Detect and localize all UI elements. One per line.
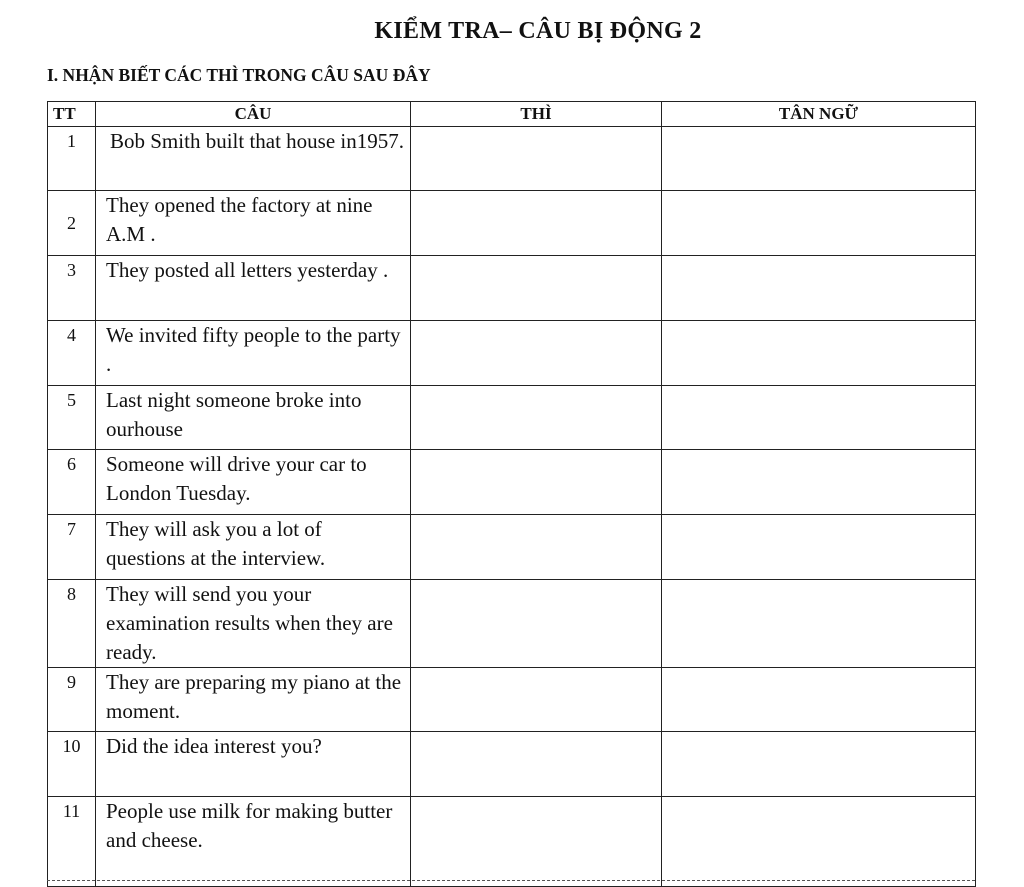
object-answer-cell[interactable] [662,450,976,515]
table-row [48,515,976,580]
object-answer-cell[interactable] [662,732,976,797]
table-row [48,450,976,515]
table-row [48,191,976,256]
table-row [48,256,976,321]
section-heading: I. NHẬN BIẾT CÁC THÌ TRONG CÂU SAU ĐÂY [47,65,431,85]
tense-answer-cell[interactable] [411,127,662,191]
tense-answer-cell[interactable] [411,668,662,732]
tense-answer-cell[interactable] [411,191,662,256]
sentence-cell: We invited fifty people to the party . [96,321,411,386]
row-number: 6 [48,450,96,515]
page-title: KIỂM TRA– CÂU BỊ ĐỘNG 2 [374,18,702,44]
table-row [48,127,976,191]
object-answer-cell[interactable] [662,191,976,256]
table-row [48,321,976,386]
row-number: 10 [48,732,96,797]
row-number: 5 [48,386,96,450]
header-tt: TT [48,102,96,127]
object-answer-cell[interactable] [662,580,976,668]
header-sentence: CÂU [96,102,411,127]
sentence-cell: They are preparing my piano at the moment. [96,668,411,732]
sentence-cell: Someone will drive your car to London Tuesday. [96,450,411,515]
sentence-cell: They posted all letters yesterday . [96,256,411,321]
row-number: 11 [48,797,96,887]
object-answer-cell[interactable] [662,386,976,450]
object-answer-cell[interactable] [662,127,976,191]
object-answer-cell[interactable] [662,515,976,580]
row-number: 2 [48,191,96,256]
table-row [48,580,976,668]
object-answer-cell[interactable] [662,797,976,887]
tense-answer-cell[interactable] [411,797,662,887]
tense-answer-cell[interactable] [411,732,662,797]
object-answer-cell[interactable] [662,256,976,321]
sentence-cell: Did the idea interest you? [96,732,411,797]
sentence-cell: Last night someone broke into ourhouse [96,386,411,450]
table-row [48,668,976,732]
tense-answer-cell[interactable] [411,580,662,668]
tense-answer-cell[interactable] [411,386,662,450]
object-answer-cell[interactable] [662,321,976,386]
row-number: 8 [48,580,96,668]
row-number: 9 [48,668,96,732]
sentence-cell: They opened the factory at nine A.M . [96,191,411,256]
object-answer-cell[interactable] [662,668,976,732]
table-row [48,732,976,797]
row-number: 7 [48,515,96,580]
sentence-cell: They will ask you a lot of questions at the interview. [96,515,411,580]
sentence-cell: People use milk for making butter and cheese. [96,797,411,887]
header-tense: THÌ [411,102,662,127]
row-number: 4 [48,321,96,386]
tense-answer-cell[interactable] [411,515,662,580]
row-number: 1 [48,127,96,191]
row-number: 3 [48,256,96,321]
table-row [48,797,976,887]
tense-answer-cell[interactable] [411,450,662,515]
exercise-table [47,101,976,887]
header-object: TÂN NGỮ [662,102,976,127]
table-header-row [48,102,976,127]
sentence-cell: Bob Smith built that house in1957. [96,127,411,191]
tense-answer-cell[interactable] [411,256,662,321]
tense-answer-cell[interactable] [411,321,662,386]
table-row [48,386,976,450]
sentence-cell: They will send you your examination results when they are ready. [96,580,411,668]
